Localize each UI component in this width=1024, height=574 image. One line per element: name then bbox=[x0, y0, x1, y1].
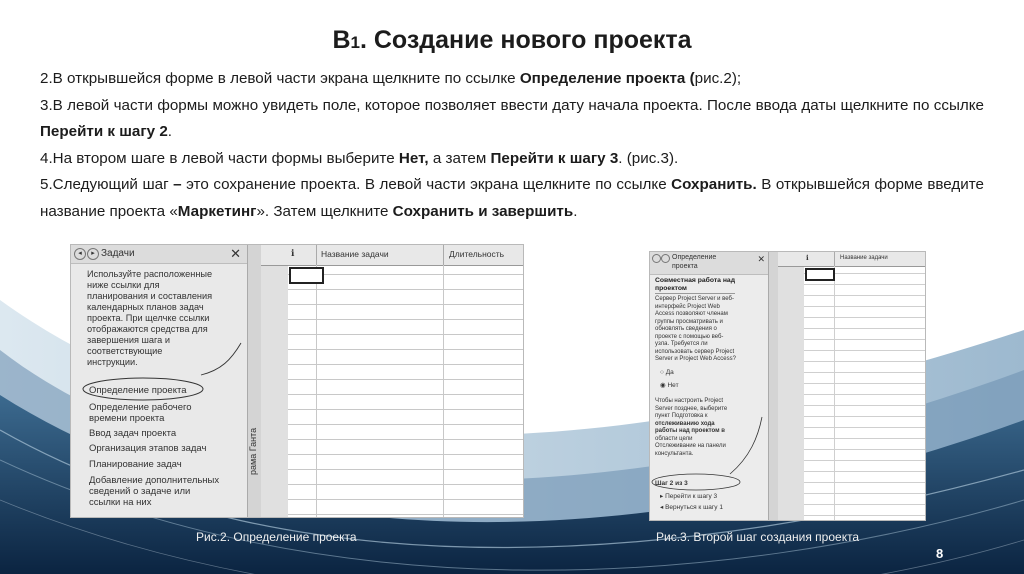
back-icon[interactable]: ◂ bbox=[74, 248, 86, 260]
body-line: проекте с помощью веб- bbox=[655, 333, 724, 340]
info-icon: ℹ bbox=[291, 248, 295, 258]
intro-line: завершения шага и bbox=[87, 335, 170, 345]
back-arrow-icon: ◂ bbox=[660, 504, 664, 511]
later-line: работы над проектом в bbox=[655, 428, 725, 434]
bold-run: Маркетинг bbox=[177, 202, 257, 220]
column-task-name[interactable]: Название задачи bbox=[840, 255, 888, 261]
pane-title-line: Определение bbox=[672, 254, 717, 261]
tasks-pane-title: Задачи bbox=[101, 248, 135, 259]
back-step-label: Вернуться к шагу 1 bbox=[665, 504, 723, 511]
paragraph-step-5 bbox=[40, 172, 984, 225]
radio-no-label: Нет bbox=[667, 382, 679, 389]
radio-no[interactable] bbox=[660, 381, 679, 389]
tasks-pane bbox=[71, 245, 247, 517]
intro-line: ниже ссылки для bbox=[87, 280, 160, 290]
title-letter: B bbox=[332, 26, 351, 54]
task-grid[interactable] bbox=[804, 252, 925, 520]
body-line: Сервер Project Server и веб- bbox=[655, 296, 734, 302]
col-divider bbox=[834, 252, 835, 266]
later-line: пункт Подготовка к bbox=[655, 413, 708, 419]
link-line: Ввод задач проекта bbox=[89, 428, 177, 439]
body-line: Access позволяют членам bbox=[655, 311, 728, 317]
text-run: В открывшейся форме введите название проекта « bbox=[40, 176, 984, 220]
paragraph-step-3 bbox=[40, 93, 984, 146]
body-line: узла. Требуется ли bbox=[655, 341, 708, 347]
definition-pane-header bbox=[650, 252, 768, 275]
title-subscript: 1 bbox=[350, 33, 360, 52]
link-schedule-tasks[interactable] bbox=[89, 459, 182, 470]
link-line: Планирование задач bbox=[89, 459, 182, 470]
radio-selected-icon: ◉ bbox=[660, 382, 666, 389]
grid-col-line bbox=[834, 266, 835, 520]
grid-header-row bbox=[778, 252, 925, 267]
intro-line: соответствующие bbox=[87, 346, 163, 356]
paragraph-step-4 bbox=[40, 146, 984, 173]
bold-run: Сохранить. bbox=[671, 176, 757, 193]
text-run: 3.В левой части формы можно увидеть поле, которое позволяет ввести дату начала проекта. После ввода даты щелкните по ссылке bbox=[40, 96, 984, 114]
later-line: Отслеживание на панели bbox=[655, 443, 726, 449]
grid-col-line bbox=[443, 265, 444, 517]
column-duration[interactable]: Длительность bbox=[449, 249, 505, 259]
radio-yes[interactable] bbox=[660, 369, 674, 376]
body-line: интерфейс Project Web bbox=[655, 303, 720, 310]
intro-line: инструкции. bbox=[87, 357, 138, 367]
link-define-worktime[interactable] bbox=[89, 402, 192, 424]
body-line: обновлять сведения о bbox=[655, 326, 717, 332]
heading-line: проектом bbox=[655, 285, 687, 292]
row-header-column bbox=[778, 252, 804, 520]
intro-line: проекта. При щелчке ссылки bbox=[87, 313, 210, 323]
link-define-project[interactable] bbox=[89, 385, 187, 396]
intro-line: отображаются средства для bbox=[87, 324, 208, 334]
body-line: использовать сервер Project bbox=[655, 348, 735, 355]
step-indicator: Шаг 2 из 3 bbox=[655, 480, 688, 487]
title-text: . Создание нового проекта bbox=[359, 26, 692, 54]
info-icon: ℹ bbox=[806, 255, 809, 262]
bold-run: Сохранить и завершить bbox=[392, 202, 574, 220]
figure-2-screenshot bbox=[70, 244, 524, 518]
bold-run: Нет, bbox=[398, 149, 429, 167]
intro-line: Используйте расположенные bbox=[87, 269, 213, 279]
intro-line: календарных планов задач bbox=[87, 302, 204, 312]
link-line: Добавление дополнительных bbox=[89, 475, 220, 486]
link-line: ссылки на них bbox=[89, 497, 152, 508]
task-grid[interactable] bbox=[288, 245, 523, 517]
link-line: Организация этапов задач bbox=[89, 443, 207, 454]
vertical-view-label: рама Ганта bbox=[248, 427, 258, 475]
row-header-column bbox=[261, 245, 288, 517]
column-task-name[interactable]: Название задачи bbox=[321, 249, 389, 259]
later-line: консультанта. bbox=[655, 450, 694, 457]
text-run: 4.На втором шаге в левой части формы выберите bbox=[40, 149, 399, 167]
close-icon[interactable]: ✕ bbox=[757, 254, 765, 264]
text-run: это сохранение проекта. В левой части экрана щелкните по ссылке bbox=[181, 176, 672, 193]
next-step-link[interactable] bbox=[660, 492, 717, 500]
bold-run: – bbox=[173, 176, 182, 193]
body-line: Server и Project Web Access? bbox=[655, 356, 736, 362]
text-run: ». Затем щелкните bbox=[256, 202, 393, 220]
link-add-info[interactable] bbox=[89, 475, 219, 508]
text-run: . bbox=[167, 123, 173, 140]
bold-run: Перейти к шагу 2 bbox=[40, 123, 168, 140]
intro-line: планирования и составления bbox=[87, 291, 213, 301]
later-line: области цели bbox=[655, 435, 693, 442]
paragraph-step-2 bbox=[40, 66, 984, 93]
figure-3-caption: Рис.3. Второй шаг создания проекта bbox=[656, 530, 860, 544]
next-step-label: Перейти к шагу 3 bbox=[665, 493, 718, 500]
later-line: Чтобы настроить Project bbox=[655, 398, 724, 404]
text-run: 2.В открывшейся форме в левой части экрана щелкните по ссылке bbox=[40, 70, 520, 87]
collab-heading bbox=[655, 277, 735, 294]
grid-col-line bbox=[316, 265, 317, 517]
forward-icon[interactable]: ▸ bbox=[87, 248, 99, 260]
col-divider bbox=[443, 245, 444, 265]
back-icon[interactable] bbox=[652, 254, 661, 263]
col-divider bbox=[316, 245, 317, 265]
later-line: отслеживанию хода bbox=[655, 420, 715, 427]
tasks-pane-header bbox=[71, 245, 247, 264]
link-enter-tasks[interactable] bbox=[89, 428, 176, 439]
definition-pane-title bbox=[672, 253, 716, 271]
text-run: . bbox=[573, 202, 578, 220]
later-line: Server позднее, выберите bbox=[655, 405, 728, 412]
text-run: а затем bbox=[428, 149, 491, 167]
figure-2-caption: Рис.2. Определение проекта bbox=[196, 530, 357, 544]
radio-circle-icon: ○ bbox=[660, 369, 664, 376]
pane-title-line: проекта bbox=[672, 263, 698, 270]
collab-body bbox=[655, 296, 736, 364]
back-step-link[interactable] bbox=[660, 503, 723, 511]
next-arrow-icon: ▸ bbox=[660, 493, 664, 500]
figure-3-screenshot bbox=[649, 251, 926, 521]
link-line: времени проекта bbox=[89, 413, 165, 424]
link-organize-phases[interactable] bbox=[89, 443, 206, 454]
active-cell[interactable] bbox=[289, 267, 324, 284]
bold-run: Перейти к шагу 3 bbox=[490, 149, 619, 167]
text-run: рис.2); bbox=[694, 70, 742, 87]
forward-icon[interactable] bbox=[661, 254, 670, 263]
body-line: группы просматривать и bbox=[655, 318, 723, 325]
bold-run: Определение проекта ( bbox=[519, 70, 695, 87]
page-number: 8 bbox=[936, 546, 944, 561]
radio-yes-label: Да bbox=[665, 369, 674, 376]
link-line: Определение проекта bbox=[89, 385, 187, 396]
instructions-text bbox=[40, 66, 984, 225]
text-run: . (рис.3). bbox=[618, 149, 679, 167]
link-line: сведений о задаче или bbox=[89, 486, 191, 497]
text-run: 5.Следующий шаг bbox=[40, 176, 174, 193]
project-definition-pane bbox=[650, 252, 768, 520]
link-line: Определение рабочего bbox=[89, 402, 192, 413]
active-cell[interactable] bbox=[805, 268, 835, 281]
close-icon[interactable]: ✕ bbox=[230, 246, 241, 261]
slide-title bbox=[0, 26, 1024, 55]
grid-header-row bbox=[261, 245, 523, 266]
heading-line: Совместная работа над bbox=[655, 277, 736, 284]
